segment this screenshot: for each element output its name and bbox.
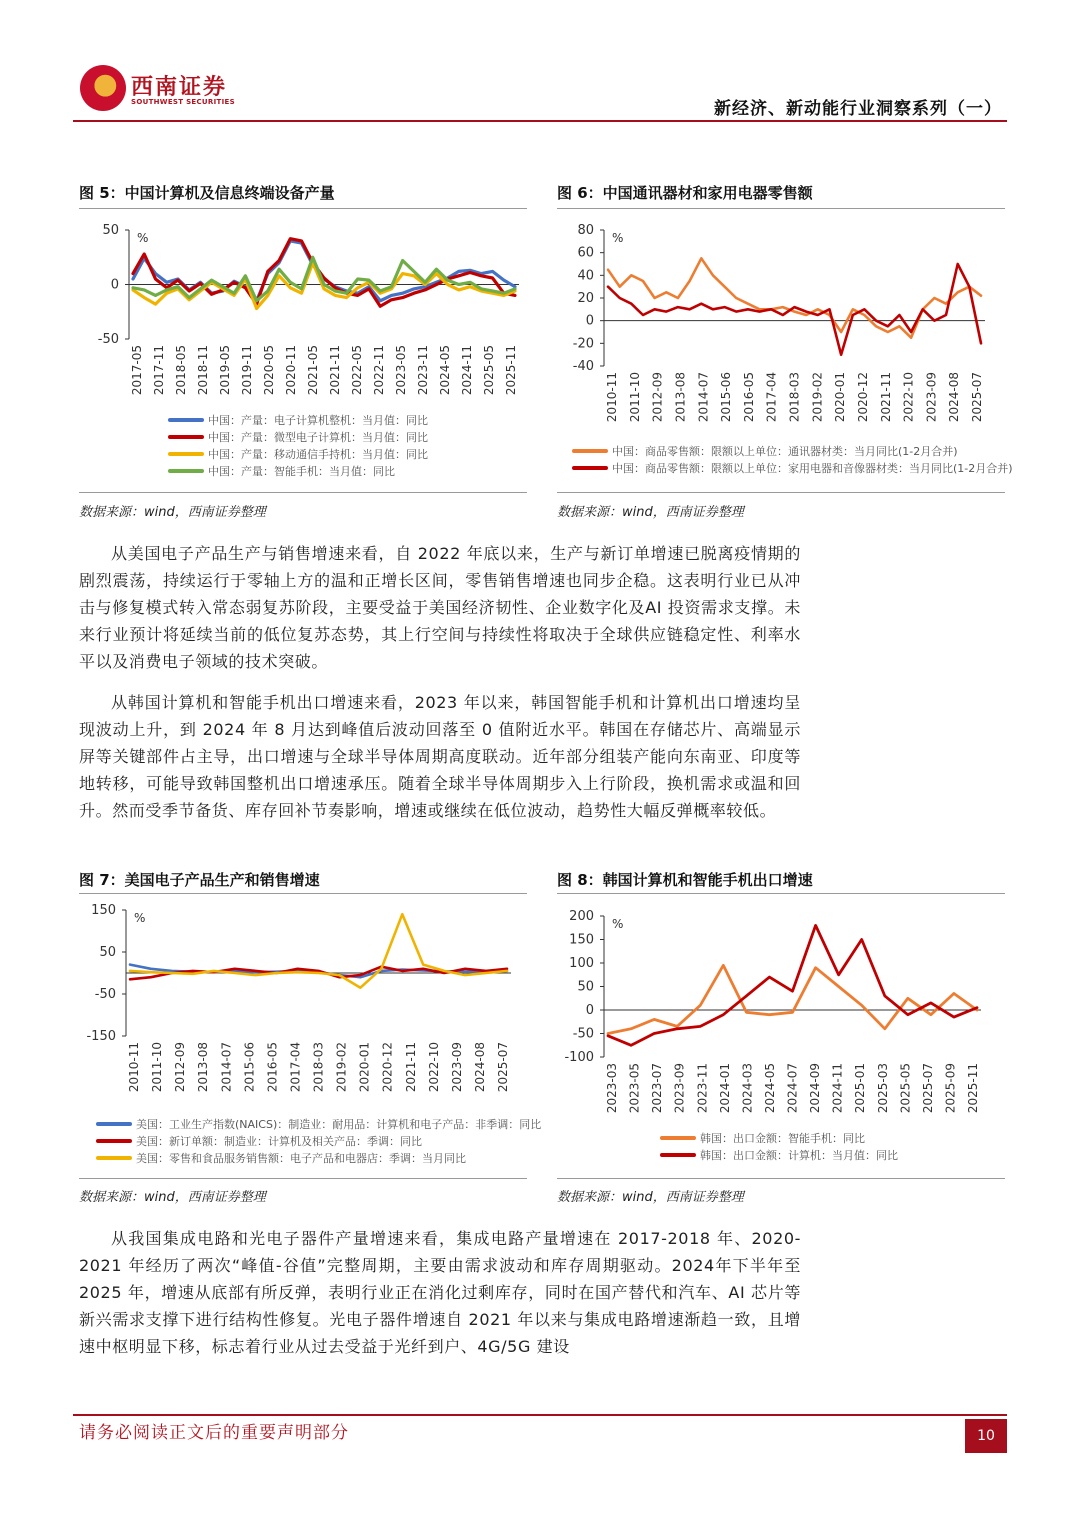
fig5-legend-label: 中国：产量：微型电子计算机：当月值：同比 — [208, 430, 428, 444]
fig5-x-tick-label: 2017-11 — [152, 345, 166, 396]
fig5-x-tick-label: 2019-11 — [240, 345, 254, 396]
fig7-legend — [96, 1115, 541, 1166]
fig7-chart — [79, 898, 527, 1110]
fig5-legend — [168, 411, 428, 479]
fig5-bottom-rule — [79, 492, 527, 493]
fig8-x-tick-label: 2025-09 — [943, 1063, 958, 1114]
fig6-x-tick-label: 2011-10 — [627, 372, 642, 423]
fig8-x-tick-label: 2025-05 — [898, 1063, 913, 1114]
fig5-x-tick-label: 2024-11 — [460, 345, 474, 396]
fig5-x-tick-label: 2020-11 — [284, 345, 298, 396]
fig5-legend-swatch — [168, 452, 204, 456]
fig6-x-tick-label: 2017-04 — [764, 372, 779, 423]
fig6-x-tick-label: 2019-02 — [810, 372, 825, 423]
fig5-x-tick-label: 2021-11 — [328, 345, 342, 396]
fig6-x-tick-label: 2015-06 — [719, 372, 734, 423]
fig8-x-tick-label: 2024-09 — [808, 1063, 823, 1114]
body-paragraph-1: 从美国电子产品生产与销售增速来看，自 2022 年底以来，生产与新订单增速已脱离疫情期的剧烈震荡，持续运行于零轴上方的温和正增长区间，零售销售增速也同步企稳。这表明行业已从冲击与修复模式转入常态弱复苏阶段，主要受益于美国经济韧性、企业数字化及AI 投资需求支撑。未来行业预计将延续当前的低位复苏态势，其上行空间与持续性将取决于全球供应链稳定性、利率水平以及消费电子领域的技术突破。 — [79, 544, 801, 671]
fig7-legend-item — [96, 1149, 541, 1166]
fig8-y-tick-label: -50 — [572, 1026, 594, 1042]
fig7-y-tick-label: -50 — [94, 987, 116, 1002]
fig6-y-tick-label: 80 — [577, 223, 594, 238]
fig8-legend-item — [660, 1129, 898, 1146]
logo-icon — [80, 65, 126, 111]
fig5-x-tick-label: 2022-05 — [350, 345, 364, 396]
fig5-y-tick-label: 0 — [110, 277, 119, 293]
fig6-x-tick-label: 2021-11 — [878, 372, 893, 423]
fig6-chart-svg — [557, 214, 1005, 436]
fig8-legend-swatch — [660, 1153, 696, 1157]
footer-divider — [73, 1414, 1007, 1416]
fig8-title: 图 8：韩国计算机和智能手机出口增速 — [557, 871, 813, 889]
fig6-legend-label: 中国：商品零售额：限额以上单位：家用电器和音像器材类：当月同比(1-2月合并) — [612, 461, 1013, 475]
fig5-y-tick-label: -50 — [97, 332, 119, 347]
fig5-chart-svg — [79, 214, 527, 424]
fig5-x-tick-label: 2017-05 — [130, 345, 144, 396]
fig7-x-tick-label: 2019-02 — [334, 1042, 349, 1093]
fig7-series-line-3 — [130, 914, 507, 988]
fig5-y-tick-label: 50 — [102, 223, 119, 238]
fig7-x-tick-label: 2011-10 — [150, 1042, 165, 1093]
fig5-legend-swatch — [168, 469, 204, 473]
fig8-x-tick-label: 2024-07 — [785, 1063, 800, 1114]
fig6-source: 数据来源：wind，西南证券整理 — [557, 505, 744, 520]
fig7-y-tick-label: 50 — [99, 945, 116, 960]
fig6-series-line-1 — [608, 258, 981, 337]
fig5-legend-item — [168, 411, 428, 428]
fig5-x-tick-label: 2018-05 — [174, 345, 188, 396]
fig8-x-tick-label: 2023-09 — [672, 1063, 687, 1114]
fig5-x-tick-label: 2025-11 — [504, 345, 518, 396]
fig5-x-tick-label: 2025-05 — [482, 345, 496, 396]
page-number: 10 — [965, 1419, 1007, 1453]
fig7-x-tick-label: 2020-01 — [357, 1042, 372, 1093]
fig5-chart — [79, 214, 527, 424]
fig6-x-tick-label: 2020-12 — [855, 372, 870, 423]
fig8-x-tick-label: 2023-11 — [695, 1063, 710, 1114]
fig7-x-tick-label: 2018-03 — [311, 1042, 326, 1093]
fig8-series-line-1 — [608, 965, 977, 1033]
fig8-y-tick-label: 200 — [569, 909, 594, 924]
body-paragraph-3: 从我国集成电路和光电子器件产量增速来看，集成电路产量增速在 2017-2018 年、2020-2021 年经历了两次“峰值-谷值”完整周期，主要由需求波动和库存周期驱动。2024年下半年至 2025 年，增速从底部有所反弹，表明行业正在消化过剩库存，同时在国产替代和汽车、AI 芯片等新兴需求支撑下进行结构性修复。光电子器件增速自 2021 年以来与集成电路增速渐趋一致，且增速中枢明显下移，标志着行业从过去受益于光纤到户、4G/5G 建设 — [79, 1229, 801, 1356]
fig6-y-tick-label: 0 — [585, 313, 594, 329]
fig7-top-rule — [79, 893, 527, 894]
fig6-x-tick-label: 2023-09 — [924, 372, 939, 423]
fig6-x-tick-label: 2014-07 — [696, 372, 711, 423]
fig8-chart — [557, 898, 1005, 1122]
fig6-legend-swatch — [572, 466, 608, 470]
fig7-legend-swatch — [96, 1156, 132, 1160]
fig6-top-rule — [557, 208, 1005, 209]
fig5-legend-swatch — [168, 418, 204, 422]
fig8-y-tick-label: 0 — [585, 1003, 594, 1018]
fig6-legend-item — [572, 442, 1013, 459]
fig7-legend-swatch — [96, 1139, 132, 1143]
fig6-series-line-2 — [608, 264, 981, 355]
fig7-legend-item — [96, 1132, 541, 1149]
fig5-x-tick-label: 2023-11 — [416, 345, 430, 396]
fig7-source: 数据来源：wind，西南证券整理 — [79, 1190, 266, 1205]
header-divider — [73, 120, 1007, 122]
fig6-legend-label: 中国：商品零售额：限额以上单位：通讯器材类：当月同比(1-2月合并) — [612, 444, 958, 458]
fig7-x-tick-label: 2022-10 — [426, 1042, 441, 1093]
fig6-x-tick-label: 2016-05 — [741, 372, 756, 423]
fig7-x-tick-label: 2013-08 — [196, 1042, 211, 1093]
fig7-x-tick-label: 2016-05 — [265, 1042, 280, 1093]
fig6-y-tick-label: 20 — [577, 291, 594, 306]
fig5-x-tick-label: 2022-11 — [372, 345, 386, 396]
fig8-y-tick-label: 150 — [569, 932, 594, 948]
fig6-x-tick-label: 2012-09 — [650, 372, 665, 423]
fig6-x-tick-label: 2024-08 — [947, 372, 962, 423]
fig5-x-tick-label: 2023-05 — [394, 345, 408, 396]
fig5-legend-label: 中国：产量：智能手机：当月值：同比 — [208, 464, 395, 478]
fig8-source: 数据来源：wind，西南证券整理 — [557, 1190, 744, 1205]
fig8-x-tick-label: 2024-01 — [717, 1063, 732, 1114]
fig6-legend-swatch — [572, 449, 608, 453]
fig6-unit-label: % — [612, 231, 624, 245]
fig6-y-tick-label: 40 — [577, 268, 594, 284]
fig6-x-tick-label: 2025-07 — [970, 372, 984, 423]
fig5-top-rule — [79, 208, 527, 209]
fig5-legend-label: 中国：产量：移动通信手持机：当月值：同比 — [208, 447, 428, 461]
fig6-x-tick-label: 2013-08 — [673, 372, 688, 423]
fig5-x-tick-label: 2024-05 — [438, 345, 452, 396]
fig8-legend-label: 韩国：出口金额：计算机：当月值：同比 — [700, 1148, 898, 1162]
fig6-y-tick-label: -40 — [572, 359, 594, 374]
fig7-x-tick-label: 2020-12 — [380, 1042, 395, 1093]
fig8-top-rule — [557, 893, 1005, 894]
fig5-legend-item — [168, 462, 428, 479]
fig8-x-tick-label: 2025-07 — [920, 1063, 935, 1114]
fig8-chart-svg — [557, 898, 1005, 1122]
fig7-x-tick-label: 2025-07 — [496, 1042, 510, 1093]
fig7-y-tick-label: 150 — [91, 903, 116, 918]
fig6-bottom-rule — [557, 492, 1005, 493]
fig6-x-tick-label: 2018-03 — [787, 372, 802, 423]
fig8-legend-item — [660, 1146, 898, 1163]
fig7-chart-svg — [79, 898, 527, 1110]
fig8-x-tick-label: 2025-01 — [853, 1063, 868, 1114]
fig6-legend — [572, 442, 1013, 476]
fig8-x-tick-label: 2025-11 — [966, 1063, 980, 1114]
fig5-legend-label: 中国：产量：电子计算机整机：当月值：同比 — [208, 413, 428, 427]
fig7-legend-label: 美国：零售和食品服务销售额：电子产品和电器店：季调：当月同比 — [136, 1151, 466, 1165]
fig8-x-tick-label: 2024-03 — [740, 1063, 755, 1114]
fig5-title: 图 5：中国计算机及信息终端设备产量 — [79, 184, 335, 202]
fig7-legend-swatch — [96, 1122, 132, 1126]
fig6-legend-item — [572, 459, 1013, 476]
fig8-x-tick-label: 2025-03 — [875, 1063, 890, 1114]
fig7-x-tick-label: 2023-09 — [449, 1042, 464, 1093]
fig7-x-tick-label: 2010-11 — [127, 1042, 141, 1093]
fig6-title: 图 6：中国通讯器材和家用电器零售额 — [557, 184, 813, 202]
fig8-x-tick-label: 2024-05 — [762, 1063, 777, 1114]
fig5-x-tick-label: 2021-05 — [306, 345, 320, 396]
fig7-x-tick-label: 2021-11 — [403, 1042, 418, 1093]
fig7-x-tick-label: 2015-06 — [242, 1042, 257, 1093]
fig8-legend-swatch — [660, 1136, 696, 1140]
fig8-bottom-rule — [557, 1178, 1005, 1179]
fig8-y-tick-label: 100 — [569, 956, 594, 971]
fig5-x-tick-label: 2018-11 — [196, 345, 210, 396]
fig6-y-tick-label: -20 — [572, 336, 594, 352]
body-paragraph-2: 从韩国计算机和智能手机出口增速来看，2023 年以来，韩国智能手机和计算机出口增速均呈现波动上升，到 2024 年 8 月达到峰值后波动回落至 0 值附近水平。韩国在存储芯片、高端显示屏等关键部件占主导，出口增速与全球半导体周期高度联动。近年部分组装产能向东南亚、印度等地转移，可能导致韩国整机出口增速承压。随着全球半导体周期步入上行阶段，换机需求或温和回升。然而受季节备货、库存回补节奏影响，增速或继续在低位波动，趋势性大幅反弹概率较低。 — [79, 693, 801, 820]
fig5-unit-label: % — [137, 231, 149, 245]
fig7-legend-item — [96, 1115, 541, 1132]
fig8-unit-label: % — [612, 917, 624, 931]
fig7-title: 图 7：美国电子产品生产和销售增速 — [79, 871, 320, 889]
fig5-legend-item — [168, 428, 428, 445]
fig6-x-tick-label: 2020-01 — [833, 372, 848, 423]
fig7-unit-label: % — [134, 911, 146, 925]
fig5-x-tick-label: 2020-05 — [262, 345, 276, 396]
fig7-x-tick-label: 2012-09 — [173, 1042, 188, 1093]
fig7-bottom-rule — [79, 1178, 527, 1179]
fig6-x-tick-label: 2010-11 — [605, 372, 619, 423]
fig8-y-tick-label: -100 — [564, 1050, 594, 1065]
fig5-legend-swatch — [168, 435, 204, 439]
fig7-x-tick-label: 2017-04 — [288, 1042, 303, 1093]
fig8-x-tick-label: 2023-07 — [650, 1063, 665, 1114]
fig7-y-tick-label: -150 — [86, 1029, 116, 1044]
fig8-series-line-2 — [608, 925, 977, 1045]
fig6-chart — [557, 214, 1005, 436]
fig8-x-tick-label: 2023-05 — [627, 1063, 642, 1114]
fig5-legend-item — [168, 445, 428, 462]
fig5-x-tick-label: 2019-05 — [218, 345, 232, 396]
fig5-source: 数据来源：wind，西南证券整理 — [79, 505, 266, 520]
fig7-legend-label: 美国：工业生产指数(NAICS)：制造业：耐用品：计算机和电子产品：非季调：同比 — [136, 1117, 542, 1131]
logo-subtitle: SOUTHWEST SECURITIES — [131, 98, 235, 106]
fig6-y-tick-label: 60 — [577, 245, 594, 261]
fig6-x-tick-label: 2022-10 — [901, 372, 916, 423]
footer-notice: 请务必阅读正文后的重要声明部分 — [79, 1423, 349, 1443]
fig8-legend — [660, 1129, 898, 1163]
report-series-title: 新经济、新动能行业洞察系列（一） — [714, 99, 1002, 119]
fig7-legend-label: 美国：新订单额：制造业：计算机及相关产品：季调：同比 — [136, 1134, 422, 1148]
fig8-legend-label: 韩国：出口金额：智能手机：同比 — [700, 1131, 865, 1145]
fig8-x-tick-label: 2023-03 — [605, 1063, 619, 1114]
fig7-x-tick-label: 2014-07 — [219, 1042, 234, 1093]
fig8-y-tick-label: 50 — [577, 979, 594, 995]
fig8-x-tick-label: 2024-11 — [830, 1063, 845, 1114]
logo-text: 西南证券 — [131, 74, 228, 100]
fig7-x-tick-label: 2024-08 — [472, 1042, 487, 1093]
